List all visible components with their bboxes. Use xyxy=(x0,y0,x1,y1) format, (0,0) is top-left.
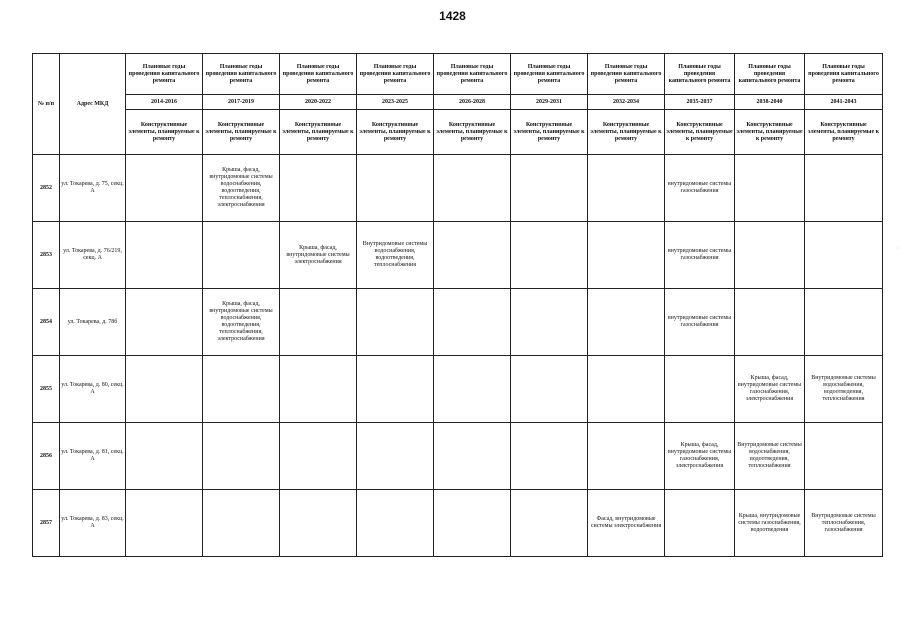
row-number: 2855 xyxy=(33,356,60,423)
repair-elements-cell xyxy=(511,155,588,222)
elements-header: Конструктивные элементы, планируемые к ремонту xyxy=(126,110,203,155)
address-column-header: Адрес МКД xyxy=(60,54,126,155)
repair-elements-cell xyxy=(126,490,203,557)
repair-elements-cell xyxy=(280,289,357,356)
table-row xyxy=(33,490,883,557)
repair-elements-cell xyxy=(126,155,203,222)
header-row-elements xyxy=(33,110,883,155)
period-years: 2014-2016 xyxy=(126,95,203,110)
row-address: ул. Токарева, д. 83, секц. А xyxy=(60,490,126,557)
repair-elements-cell xyxy=(434,155,511,222)
repair-elements-cell xyxy=(511,289,588,356)
period-header: Плановые годы проведения капитального ремонта xyxy=(805,54,883,95)
repair-elements-cell xyxy=(735,155,805,222)
period-header: Плановые годы проведения капитального ремонта xyxy=(434,54,511,95)
period-years: 2020-2022 xyxy=(280,95,357,110)
period-header: Плановые годы проведения капитального ремонта xyxy=(357,54,434,95)
num-column-header: № п/п xyxy=(33,54,60,155)
repair-elements-cell: Крыша, внутридомовые системы газоснабжения, водоотведения xyxy=(735,490,805,557)
repair-elements-cell xyxy=(665,356,735,423)
repair-elements-cell xyxy=(511,356,588,423)
repair-elements-cell xyxy=(735,222,805,289)
repair-elements-cell xyxy=(511,490,588,557)
repair-elements-cell xyxy=(805,423,883,490)
repair-elements-cell xyxy=(805,289,883,356)
row-number: 2853 xyxy=(33,222,60,289)
period-years: 2026-2028 xyxy=(434,95,511,110)
repair-elements-cell xyxy=(203,490,280,557)
repair-elements-cell xyxy=(280,490,357,557)
repair-elements-cell: внутридомовые системы газоснабжения xyxy=(665,289,735,356)
elements-header: Конструктивные элементы, планируемые к ремонту xyxy=(280,110,357,155)
scan-mark-right: · xyxy=(896,245,899,252)
repair-elements-cell xyxy=(588,155,665,222)
row-number: 2856 xyxy=(33,423,60,490)
repair-elements-cell xyxy=(203,423,280,490)
repair-elements-cell xyxy=(434,356,511,423)
repair-elements-cell xyxy=(357,289,434,356)
repair-elements-cell xyxy=(434,289,511,356)
repair-elements-cell xyxy=(434,423,511,490)
period-years: 2035-2037 xyxy=(665,95,735,110)
table-row xyxy=(33,222,883,289)
repair-elements-cell xyxy=(588,222,665,289)
period-years: 2032-2034 xyxy=(588,95,665,110)
period-years: 2029-2031 xyxy=(511,95,588,110)
repair-elements-cell xyxy=(280,356,357,423)
row-address: ул. Токарева, д. 76/219, секц. А xyxy=(60,222,126,289)
repair-elements-cell: Внутридомовые системы водоснабжения, водоотведения, теплоснабжения xyxy=(357,222,434,289)
period-header: Плановые годы проведения капитального ремонта xyxy=(511,54,588,95)
repair-elements-cell: Крыша, фасад, внутридомовые системы газоснабжения, электроснабжения xyxy=(665,423,735,490)
repair-elements-cell xyxy=(280,423,357,490)
repair-elements-cell xyxy=(357,490,434,557)
row-number: 2854 xyxy=(33,289,60,356)
repair-elements-cell xyxy=(588,423,665,490)
repair-elements-cell: Крыша, фасад, внутридомовые системы газоснабжения, электроснабжения xyxy=(735,356,805,423)
table-row xyxy=(33,155,883,222)
header-row-periods xyxy=(33,54,883,95)
repair-elements-cell: внутридомовые системы газоснабжения xyxy=(665,222,735,289)
elements-header: Конструктивные элементы, планируемые к ремонту xyxy=(357,110,434,155)
repair-elements-cell: Внутридомовые системы водоснабжения, водоотведения, теплоснабжения xyxy=(735,423,805,490)
period-header: Плановые годы проведения капитального ремонта xyxy=(735,54,805,95)
repair-elements-cell: внутридомовые системы газоснабжения xyxy=(665,155,735,222)
repair-elements-cell xyxy=(735,289,805,356)
repair-elements-cell xyxy=(280,155,357,222)
repair-elements-cell xyxy=(203,222,280,289)
row-address: ул. Токарева, д. 75, секц. А xyxy=(60,155,126,222)
table-body xyxy=(33,155,883,557)
elements-header: Конструктивные элементы, планируемые к ремонту xyxy=(203,110,280,155)
repair-elements-cell xyxy=(203,356,280,423)
repair-elements-cell xyxy=(357,423,434,490)
header-row-years xyxy=(33,95,883,110)
elements-header: Конструктивные элементы, планируемые к ремонту xyxy=(665,110,735,155)
repair-elements-cell xyxy=(126,356,203,423)
repair-elements-cell xyxy=(126,222,203,289)
period-years: 2023-2025 xyxy=(357,95,434,110)
repair-elements-cell xyxy=(588,356,665,423)
period-years: 2041-2043 xyxy=(805,95,883,110)
repair-elements-cell: Фасад, внутридомовые системы электроснабжения xyxy=(588,490,665,557)
repair-elements-cell xyxy=(126,423,203,490)
repair-elements-cell xyxy=(805,222,883,289)
row-address: ул. Токарева, д. 80, секц. А xyxy=(60,356,126,423)
repair-elements-cell: Крыша, фасад, внутридомовые системы водоснабжения, водоотведения, теплоснабжения, электроснабжения xyxy=(203,289,280,356)
repair-elements-cell xyxy=(511,222,588,289)
period-years: 2038-2040 xyxy=(735,95,805,110)
row-address: ул. Токарева, д. 78б xyxy=(60,289,126,356)
elements-header: Конструктивные элементы, планируемые к ремонту xyxy=(434,110,511,155)
period-header: Плановые годы проведения капитального ремонта xyxy=(203,54,280,95)
row-number: 2857 xyxy=(33,490,60,557)
repair-elements-cell xyxy=(511,423,588,490)
table-row xyxy=(33,423,883,490)
period-years: 2017-2019 xyxy=(203,95,280,110)
period-header: Плановые годы проведения капитального ремонта xyxy=(280,54,357,95)
table-row xyxy=(33,289,883,356)
repair-elements-cell xyxy=(357,356,434,423)
repair-elements-cell: Крыша, фасад, внутридомовые системы водоснабжения, водоотведения, теплоснабжения, электроснабжения xyxy=(203,155,280,222)
repair-elements-cell: Внутридомовые системы водоснабжения, водоотведения, теплоснабжения xyxy=(805,356,883,423)
repair-elements-cell xyxy=(357,155,434,222)
repair-elements-cell xyxy=(126,289,203,356)
elements-header: Конструктивные элементы, планируемые к ремонту xyxy=(511,110,588,155)
period-header: Плановые годы проведения капитального ремонта xyxy=(665,54,735,95)
page-number: 1428 xyxy=(439,9,466,23)
elements-header: Конструктивные элементы, планируемые к ремонту xyxy=(735,110,805,155)
repair-elements-cell xyxy=(588,289,665,356)
elements-header: Конструктивные элементы, планируемые к ремонту xyxy=(588,110,665,155)
repair-elements-cell xyxy=(805,155,883,222)
row-number: 2852 xyxy=(33,155,60,222)
repair-elements-cell: Крыша, фасад, внутридомовые системы электроснабжения xyxy=(280,222,357,289)
repair-elements-cell xyxy=(665,490,735,557)
row-address: ул. Токарева, д. 81, секц. А xyxy=(60,423,126,490)
repair-elements-cell xyxy=(434,490,511,557)
repair-elements-cell: Внутридомовые системы теплоснабжения, газоснабжения xyxy=(805,490,883,557)
table-row xyxy=(33,356,883,423)
repair-schedule-table xyxy=(32,53,883,557)
elements-header: Конструктивные элементы, планируемые к ремонту xyxy=(805,110,883,155)
period-header: Плановые годы проведения капитального ремонта xyxy=(126,54,203,95)
period-header: Плановые годы проведения капитального ремонта xyxy=(588,54,665,95)
repair-elements-cell xyxy=(434,222,511,289)
